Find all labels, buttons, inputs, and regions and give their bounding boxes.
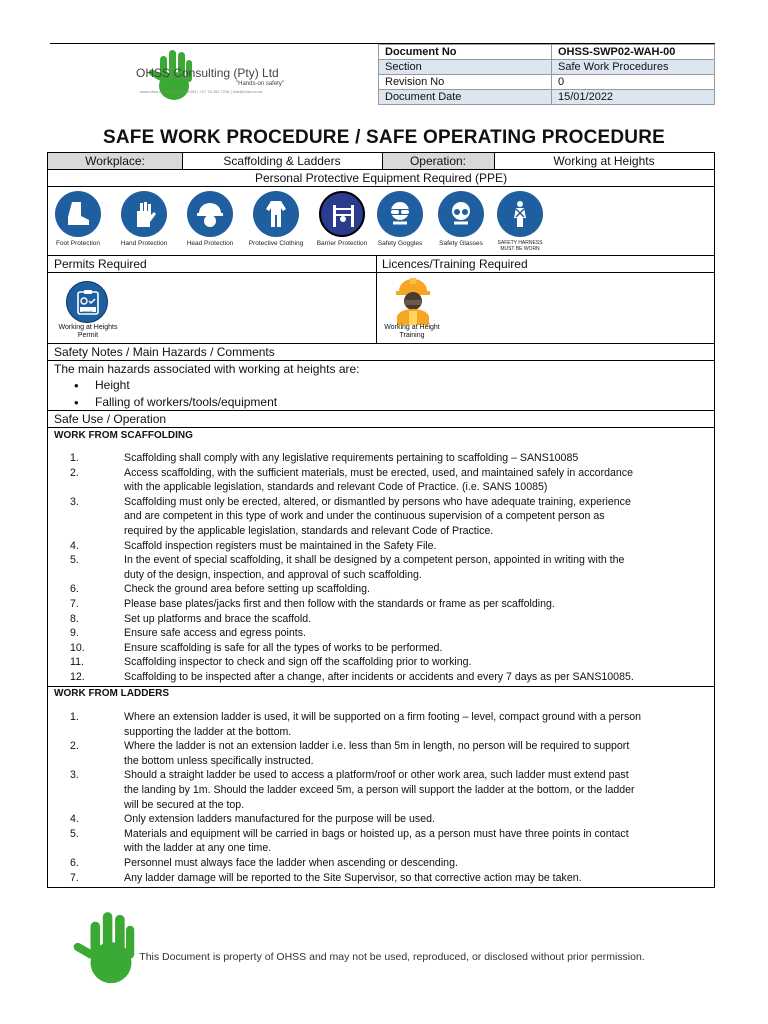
ppe-item bbox=[48, 191, 108, 248]
step-number: 7. bbox=[70, 871, 79, 884]
step-text-line: Scaffolding must only be erected, altered, or dismantled by persons who have adequate training, experience bbox=[124, 495, 631, 508]
meta-key: Section bbox=[379, 60, 552, 75]
green-hand-icon bbox=[70, 908, 152, 990]
ppe-label: Head Protection bbox=[186, 240, 234, 247]
meta-value: 15/01/2022 bbox=[552, 90, 715, 105]
meta-value: Safe Work Procedures bbox=[552, 60, 715, 75]
ppe-label: Foot Protection bbox=[55, 240, 101, 247]
operation-value: Working at Heights bbox=[553, 154, 655, 168]
step-number: 5. bbox=[70, 554, 79, 567]
footer-disclaimer: This Document is property of OHSS and may not be used, reproduced, or disclosed without prior permission. bbox=[139, 951, 645, 963]
step-item bbox=[48, 739, 714, 768]
ppe-label: Safety Glasses bbox=[439, 240, 483, 247]
step-number: 1. bbox=[70, 452, 79, 464]
step-text-line: Set up platforms and brace the scaffold. bbox=[124, 612, 312, 625]
hazards-row bbox=[48, 361, 714, 411]
ppe-item bbox=[180, 191, 240, 248]
safe-use-heading: Safe Use / Operation bbox=[54, 412, 167, 426]
permits-heading-row bbox=[48, 256, 714, 273]
safe-use-heading-row bbox=[48, 411, 714, 428]
step-text-line: Should a straight ladder be used to access a platform/roof or other work area, such ladder must extend past bbox=[124, 769, 629, 782]
step-number: 3. bbox=[70, 495, 79, 508]
step-number: 6. bbox=[70, 583, 79, 596]
step-text-line: Scaffold inspection registers must be maintained in the Safety File. bbox=[124, 539, 437, 552]
step-number: 3. bbox=[70, 769, 79, 782]
step-number: 2. bbox=[70, 740, 79, 753]
step-item bbox=[48, 553, 714, 582]
step-number: 4. bbox=[70, 813, 79, 826]
step-text-line: Ensure safe access and egress points. bbox=[124, 627, 306, 640]
harness-icon bbox=[497, 191, 543, 237]
step-number: 5. bbox=[70, 827, 79, 840]
scaffolding-section bbox=[48, 428, 714, 687]
step-item bbox=[48, 612, 714, 627]
ppe-label: Barrier Protection bbox=[316, 240, 368, 247]
safety-notes-heading: Safety Notes / Main Hazards / Comments bbox=[54, 345, 275, 359]
ladder-steps bbox=[48, 710, 714, 885]
step-text-line: Where an extension ladder is used, it will be supported on a firm footing – level, compact ground with a person bbox=[124, 711, 642, 723]
step-item bbox=[48, 768, 714, 812]
step-item bbox=[48, 582, 714, 597]
ppe-label: SAFETY HARNESS MUST BE WORN bbox=[497, 240, 543, 252]
ppe-heading: Personal Protective Equipment Required (PPE) bbox=[254, 171, 508, 185]
step-text-line: required by the applicable legislation, standards and relevant Code of Practice. bbox=[124, 524, 494, 537]
step-text-line: duty of the design, inspection, and approval of such scaffolding. bbox=[124, 568, 422, 581]
step-number: 10. bbox=[70, 641, 85, 654]
ppe-label: Protective Clothing bbox=[248, 240, 304, 247]
step-text-line: Access scaffolding, with the sufficient materials, must be erected, used, and maintained safely in accordance bbox=[124, 466, 633, 479]
boot-icon bbox=[55, 191, 101, 237]
page-title: SAFE WORK PROCEDURE / SAFE OPERATING PROCEDURE bbox=[103, 127, 665, 148]
worker-training-icon bbox=[393, 275, 433, 325]
divider bbox=[494, 153, 495, 169]
meta-value: 0 bbox=[552, 75, 715, 90]
permit-icon bbox=[66, 281, 108, 323]
step-text-line: the landing by 1m. Should the ladder exceed 5m, a person will support the ladder at the bottom, or the ladder bbox=[124, 783, 635, 796]
step-item bbox=[48, 812, 714, 827]
step-item bbox=[48, 710, 714, 739]
step-text-line: Scaffolding inspector to check and sign off the scaffolding prior to working. bbox=[124, 656, 472, 669]
step-item bbox=[48, 827, 714, 856]
step-text-line: Please base plates/jacks first and then follow with the standards or frame as per scaffolding. bbox=[124, 597, 555, 610]
company-tagline: "Hands-on safety" bbox=[236, 81, 284, 87]
step-text-line: Materials and equipment will be carried in bags or hoisted up, as a person must have three points in contact bbox=[124, 827, 629, 840]
barrier-icon bbox=[319, 191, 365, 237]
ppe-label: Hand Protection bbox=[120, 240, 168, 247]
ppe-item bbox=[246, 191, 306, 248]
ppe-item bbox=[114, 191, 174, 248]
ladders-section bbox=[48, 687, 714, 887]
step-text-line: and are competent in this type of work and under the continuous supervision of a competent person as bbox=[124, 510, 605, 523]
meta-key: Document Date bbox=[379, 90, 552, 105]
scaffolding-steps bbox=[48, 451, 714, 685]
step-text-line: Ensure scaffolding is safe for all the types of works to be performed. bbox=[124, 641, 443, 654]
hazards-intro: The main hazards associated with working at heights are: bbox=[54, 362, 360, 376]
step-number: 9. bbox=[70, 627, 79, 640]
hazard-item: • Height bbox=[48, 377, 714, 394]
hazards-list bbox=[48, 377, 714, 411]
procedure-sheet bbox=[47, 152, 715, 888]
permits-heading: Permits Required bbox=[54, 257, 147, 271]
step-text-line: Any ladder damage will be reported to the Site Supervisor, so that corrective action may be taken. bbox=[124, 871, 582, 884]
hardhat-icon bbox=[187, 191, 233, 237]
company-contact: www.ohss.co.za | 011 025 2059 | +27 78 262 7238 | info@ohss.co.za bbox=[140, 89, 263, 94]
step-text-line: supporting the ladder at the bottom. bbox=[124, 725, 292, 738]
step-item bbox=[48, 655, 714, 670]
divider bbox=[376, 256, 377, 272]
divider bbox=[382, 153, 383, 169]
step-text-line: Personnel must always face the ladder when ascending or descending. bbox=[124, 856, 458, 869]
step-text-line: with the ladder at any one time. bbox=[124, 842, 272, 855]
workplace-value: Scaffolding & Ladders bbox=[223, 154, 341, 168]
meta-row bbox=[379, 90, 715, 105]
permits-content-row bbox=[48, 273, 714, 344]
safety-notes-heading-row bbox=[48, 344, 714, 361]
divider bbox=[182, 153, 183, 169]
step-text-line: In the event of special scaffolding, it shall be designed by a competent person, appointed in writing with the bbox=[124, 554, 625, 567]
step-item bbox=[48, 626, 714, 641]
company-name: OHSS Consulting (Pty) Ltd bbox=[136, 66, 279, 80]
step-text-line: Scaffolding to be inspected after a change, after incidents or accidents and every 7 days as per SANS10085. bbox=[124, 670, 634, 683]
meta-row bbox=[379, 75, 715, 90]
workplace-label: Workplace: bbox=[48, 153, 182, 169]
licences-heading: Licences/Training Required bbox=[382, 257, 528, 271]
step-number: 2. bbox=[70, 466, 79, 479]
step-item bbox=[48, 451, 714, 466]
ppe-item bbox=[312, 191, 372, 248]
step-number: 7. bbox=[70, 597, 79, 610]
permit-label: Working at Heights Permit bbox=[58, 324, 118, 339]
company-logo bbox=[136, 46, 336, 106]
step-text-line: Where the ladder is not an extension ladder i.e. less than 5m in length, no person will be required to support bbox=[124, 740, 630, 753]
step-text-line: the bottom unless specifically instructed. bbox=[124, 754, 314, 767]
step-item bbox=[48, 597, 714, 612]
meta-row bbox=[379, 60, 715, 75]
step-item bbox=[48, 466, 714, 495]
workplace-row bbox=[48, 153, 714, 170]
step-item bbox=[48, 495, 714, 539]
step-text-line: Only extension ladders manufactured for the purpose will be used. bbox=[124, 813, 435, 826]
ppe-heading-row bbox=[48, 170, 714, 187]
hazard-item: • Falling of workers/tools/equipment bbox=[48, 394, 714, 411]
ppe-item bbox=[490, 191, 550, 252]
step-number: 4. bbox=[70, 539, 79, 552]
ppe-item bbox=[370, 191, 430, 248]
document-meta-table bbox=[378, 44, 715, 105]
step-number: 8. bbox=[70, 612, 79, 625]
step-item bbox=[48, 641, 714, 656]
glasses-icon bbox=[438, 191, 484, 237]
permit-icon-caption: permit bbox=[81, 309, 93, 314]
training-label: Working at Height Training bbox=[384, 324, 440, 339]
step-text-line: will be secured at the top. bbox=[124, 798, 245, 811]
step-number: 1. bbox=[70, 711, 79, 723]
step-number: 11. bbox=[70, 656, 84, 669]
meta-key: Document No bbox=[379, 45, 552, 60]
glove-icon bbox=[121, 191, 167, 237]
goggles-icon bbox=[377, 191, 423, 237]
step-text-line: Check the ground area before setting up scaffolding. bbox=[124, 583, 370, 596]
operation-label: Operation: bbox=[382, 153, 494, 169]
ppe-item bbox=[431, 191, 491, 248]
overall-icon bbox=[253, 191, 299, 237]
step-number: 6. bbox=[70, 856, 79, 869]
scaffolding-heading: WORK FROM SCAFFOLDING bbox=[54, 430, 193, 441]
ppe-label: Safety Goggles bbox=[377, 240, 423, 247]
meta-row bbox=[379, 45, 715, 60]
step-item bbox=[48, 856, 714, 871]
step-number: 12. bbox=[70, 670, 85, 683]
step-item bbox=[48, 871, 714, 886]
meta-key: Revision No bbox=[379, 75, 552, 90]
step-item bbox=[48, 539, 714, 554]
meta-value: OHSS-SWP02-WAH-00 bbox=[552, 45, 715, 60]
ladders-heading: WORK FROM LADDERS bbox=[54, 688, 169, 699]
step-text-line: with the applicable legislation, standards and relevant Code of Practice. (i.e. SANS 10085) bbox=[124, 481, 548, 494]
step-item bbox=[48, 670, 714, 685]
step-text-line: Scaffolding shall comply with any legislative requirements pertaining to scaffolding – SANS10085 bbox=[124, 452, 579, 464]
